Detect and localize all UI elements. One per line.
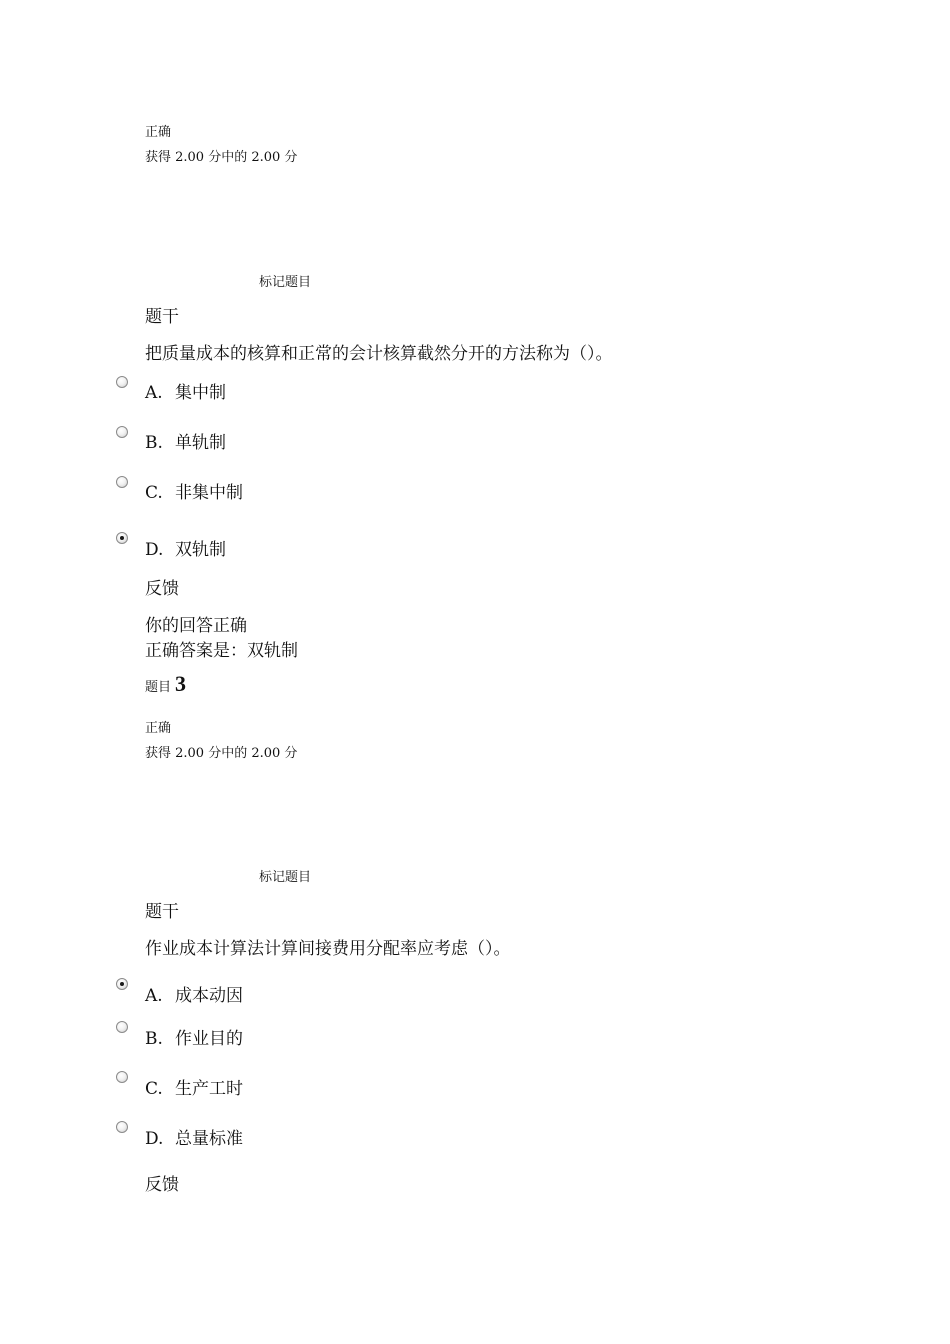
option-text: 单轨制 [175, 433, 226, 453]
option-letter: C. [145, 1079, 163, 1099]
q2-flag-link[interactable]: 标记题目 [259, 275, 312, 290]
q3-option-c[interactable] [145, 1074, 243, 1099]
q3-question-text: 作业成本计算法计算间接费用分配率应考虑（）。 [145, 939, 511, 959]
q3-option-c-radio[interactable] [116, 1071, 128, 1083]
option-text: 生产工时 [175, 1079, 243, 1099]
q3-option-b-radio[interactable] [116, 1021, 128, 1033]
option-letter: B. [145, 1029, 163, 1049]
q2-stem-label: 题干 [145, 307, 179, 327]
option-text: 非集中制 [175, 483, 243, 503]
q2-option-c[interactable] [145, 478, 243, 503]
q2-option-a-radio[interactable] [116, 376, 128, 388]
q3-header-label: 题目 [145, 680, 172, 695]
q2-option-d[interactable] [145, 535, 226, 560]
q3-header-number: 3 [175, 671, 187, 696]
q3-status: 正确 [145, 721, 172, 736]
q3-header [145, 671, 186, 697]
option-letter: A. [145, 383, 163, 403]
q2-feedback-result: 你的回答正确 [145, 616, 247, 636]
option-letter: C. [145, 483, 163, 503]
q2-question-text: 把质量成本的核算和正常的会计核算截然分开的方法称为（）。 [145, 344, 613, 364]
q2-option-c-radio[interactable] [116, 476, 128, 488]
q3-option-d[interactable] [145, 1124, 243, 1149]
option-text: 集中制 [175, 383, 226, 403]
q2-option-a[interactable] [145, 378, 226, 403]
option-text: 成本动因 [175, 986, 243, 1006]
option-letter: D. [145, 540, 164, 560]
q2-status: 正确 [145, 125, 172, 140]
option-letter: D. [145, 1129, 164, 1149]
q2-score: 获得 2.00 分中的 2.00 分 [145, 150, 298, 165]
q2-option-d-radio[interactable] [116, 532, 128, 544]
q2-option-b-radio[interactable] [116, 426, 128, 438]
q3-flag-link[interactable]: 标记题目 [259, 870, 312, 885]
option-text: 总量标准 [175, 1129, 243, 1149]
q3-option-b[interactable] [145, 1024, 243, 1049]
option-letter: A. [145, 986, 163, 1006]
option-letter: B. [145, 433, 163, 453]
option-text: 双轨制 [175, 540, 226, 560]
q2-correct-answer: 正确答案是：双轨制 [145, 641, 298, 661]
q3-feedback-label: 反馈 [145, 1175, 179, 1195]
q3-stem-label: 题干 [145, 902, 179, 922]
q3-option-a-radio[interactable] [116, 978, 128, 990]
q2-option-b[interactable] [145, 428, 226, 453]
q3-option-a[interactable] [145, 981, 243, 1006]
option-text: 作业目的 [175, 1029, 243, 1049]
q3-score: 获得 2.00 分中的 2.00 分 [145, 746, 298, 761]
q3-option-d-radio[interactable] [116, 1121, 128, 1133]
q2-feedback-label: 反馈 [145, 579, 179, 599]
